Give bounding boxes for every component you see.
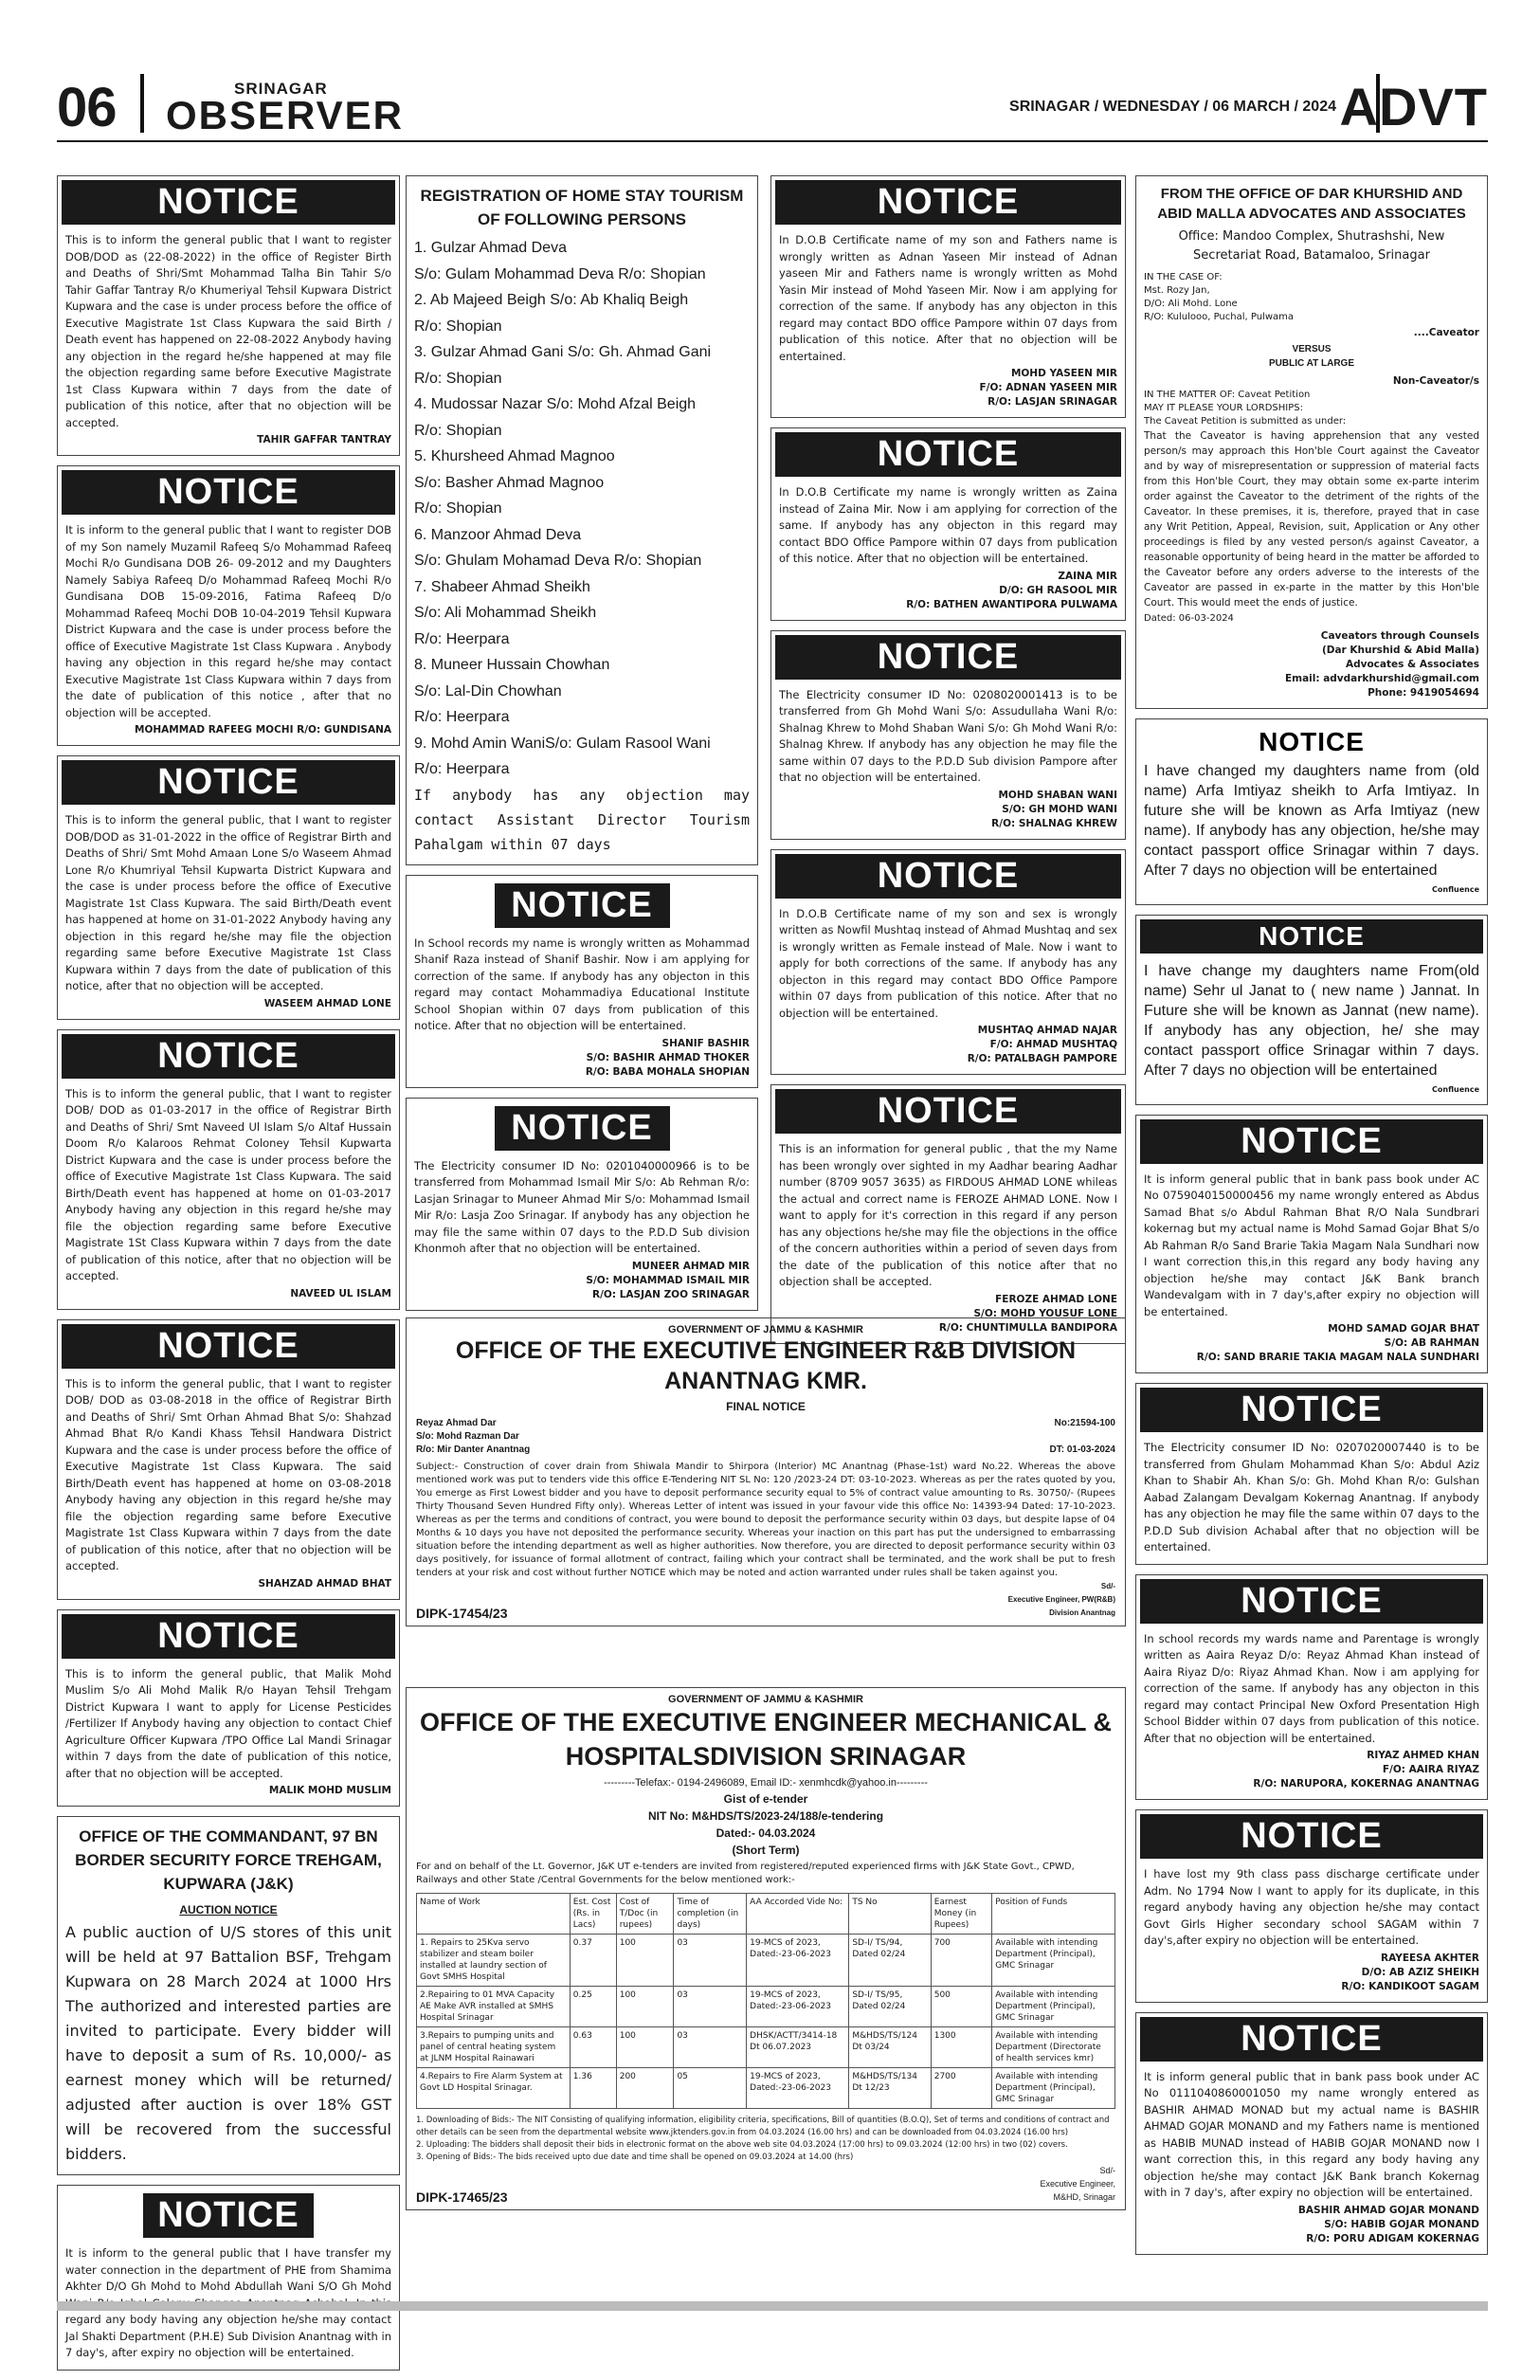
auction-subtitle: AUCTION NOTICE xyxy=(179,1903,278,1917)
list-item: R/o: Shopian xyxy=(414,422,502,439)
caveat-dated: Dated: 06-03-2024 xyxy=(1144,613,1234,624)
column-header: Name of Work xyxy=(417,1894,571,1935)
column-header: Cost of T/Doc (in rupees) xyxy=(616,1894,674,1935)
notice-body: This is an information for general public , that the my Name has been wrongly over sighted in my Aadhar bearing Aadhar number (8709 9057 3635) as FIRDOUS AHMAD LONE whileas the actual and correct name is FEROZE AHMAD LONE. Now I want to apply for it's correction in this regard if any person has any objections he/she may file the objections in the office of the concern authorities within a period of seven days from the date of the publication of this notice after that no objection shall be accepted. xyxy=(779,1142,1117,1288)
table-cell: 3.Repairs to pumping units and panel of central heating system at JLNM Hospital Rainawari xyxy=(417,2027,571,2068)
list-item: R/o: Heerpara xyxy=(414,709,510,725)
notice-box xyxy=(1135,1574,1488,1801)
list-item: 1. Gulzar Ahmad Deva xyxy=(414,240,567,256)
notice-body: This is to inform the general public, that I want to register DOB/ DOD as 03-08-2018 in the office of Registrar Birth and Deaths of Shri/ Smt Orhan Ahmad Bhat S/o: Shahzad Ahmad Bhat R/o Kandi Khass Tehsil Handwara District Kupwara and the case is under process before the office of Executive Magistrate 1st Class Kupwara. The said Birth/Death event has happened at home on 03-08-2018 Anybody having any objection in this regard he/she may file the objection regarding same before Executive Magistrate 1st Class Kupwara within 7 days from the date of publication of this notice, after that no objection will be accepted. xyxy=(65,1376,391,1572)
notice-title: NOTICE xyxy=(62,1034,395,1079)
rb-addressee: Reyaz Ahmad Dar S/o: Mohd Razman Dar R/o: Mir Danter Anantnag xyxy=(416,1418,531,1455)
column-4 xyxy=(1135,175,1488,2264)
page-header xyxy=(57,66,1488,142)
notice-title: NOTICE xyxy=(495,883,670,928)
notice-body: This is to inform the general public, that I want to register DOB/ DOD as 01-03-2017 in the office of Registrar Birth and Deaths of Shri/ Smt Naveed Ul Islam S/o Altaf Hussain Doom R/o Kalaroos Rehmat Coloney Tehsil Kupwarta District Kupwara and the case is under process before the office of Executive Magistrate 1st Class Kupwara. The said Birth/Death event has happened at home on 01-03-2017 Anybody having any objection in this regard he/she may file the objection regarding same before Executive Magistrate 1St Class Kupwara within 7 days from the date of publication of this notice, after that no objection will be accepted. xyxy=(65,1086,391,1282)
table-cell: 19-MCS of 2023, Dated:-23-06-2023 xyxy=(747,1987,849,2027)
notice-signature: MOHD YASEEN MIR F/O: ADNAN YASEEN MIR R/O: LASJAN SRINAGAR xyxy=(979,368,1117,408)
rb-body: Subject:- Construction of cover drain from Shiwala Mandir to Shirpora (Interior) MC Anantnag (Phase-1st) ward No.22. Whereas the above mentioned work was put to tenders vide this office E-Tendering NIT SL No: 120 /2023-24 DT: 03-10-2023. Whereas as per the rates quoted by you, You emerge as First Lowest bidder and you have to deposit performance security equal to 5% of contract value amounting to Rs. 30750/- (Rupees Thirty Thousand Seven Hundred Fifty only). Whereas Letter of intent was issued in your favour vide this office No: 14393-94 Dated: 17-10-2023. Whereas as per the terms and conditions of contract, you were bound to deposit the performance security within 03 days, but despite lapse of 04 Months & 10 days you have not deposited the performance security. Whereas your inaction on this part has put the undersigned to embarrassing situation before the intending department as well as higher authorities. Now therefore, you are directed to deposit performance security within 03 days positively, for issuance of formal allotment of contract, failing which your contract shall be terminated, and the work shall be put to fresh tenders at your risk and cost without further NOTICE which may be noted and action warranted under rules shall be taken against you. xyxy=(416,1462,1115,1578)
table-row xyxy=(417,1987,1115,2027)
notice-title: NOTICE xyxy=(1140,1388,1483,1432)
notice-signature: Confluence xyxy=(1432,884,1479,894)
notice-body: It is inform general public that in bank pass book under AC No 0759040150000456 my name wrongly entered as Abdus Samad Bhat s/o Abdul Rahman Bhat R/O Nala Sundbrari kokernag but my actual name is Mohd Samad Gojar Bhat S/o Ab Rahman R/o Sand Brarie Takia Magam Nala Sundhari now I want correction this,in this regard any body having any objection he/she may contact J&K Bank branch Wandevalgam with in 7 day's,after expiry no objection will be entertained. xyxy=(1144,1172,1479,1318)
auction-title: OFFICE OF THE COMMANDANT, 97 BN BORDER SECURITY FORCE TREHGAM, KUPWARA (J&K) xyxy=(75,1827,382,1893)
auction-body: A public auction of U/S stores of this unit will be held at 97 Battalion BSF, Trehgam Kupwara on 28 March 2024 at 1000 Hrs The authorized and interested parties are invited to participate. Every bidder will have to deposit a sum of Rs. 10,000/- as earnest money which will be returned/ adjusted after auction is over 18% GST will be recovered from the successful bidders. xyxy=(65,1923,391,2163)
notice-body: It is inform to the general public that I want to register DOB of my Son namely Muzamil Rafeeq S/o Mohammad Rafeeq Mochi R/o Gundisana DOB 26- 09-2012 and my Daughters Namely Sabiya Rafeeq D/o Mohammad Rafeeq Mochi R/o Gundisana DOB 15-09-2016, Fatima Rafeeq D/o Mohammad Rafeeq Mochi DOB 10-04-2019 Tehsil Kupwara District Kupwara and the case is under process before the office of Executive Magistrate 1st Class Kupwara . Anybody having any objection in this regard he/she may contact Executive Magistrate 1st Class Kupwara within 7 days from the date of publication of this notice , after that no objection will be accepted. xyxy=(65,523,391,719)
notice-title: NOTICE xyxy=(1140,2017,1483,2062)
rb-date: DT: 01-03-2024 xyxy=(1049,1444,1115,1455)
column-3 xyxy=(770,175,1126,1354)
mech-contact: ---------Telefax:- 0194-2496089, Email ID:- xenmhcdk@yahoo.in--------- xyxy=(604,1777,928,1789)
notice-box xyxy=(57,175,400,456)
notice-body: In School records my name is wrongly written as Mohammad Shanif Raza instead of Shanif Bashir. Now i am applying for correction of the same. If anybody has any objecton in this regard may contact Mohammadiya Educational Institute School Shopian within 07 days from publication of this notice. After that no objection will be entertained. xyxy=(414,936,750,1032)
auction-notice-box xyxy=(57,1816,400,2175)
mech-nit: NIT No: M&HDS/TS/2023-24/188/e-tendering xyxy=(647,1809,884,1823)
list-item: 9. Mohd Amin WaniS/o: Gulam Rasool Wani xyxy=(414,735,711,752)
footer-bar xyxy=(57,2301,1488,2311)
notice-body: In D.O.B Certificate name of my son and Fathers name is wrongly written as Adnan Yaseen Mir instead of Adnan yaseen Mir and Fathers name is wrongly written as Mohd Yasin Mir instead of Mohd Yaseen Mir. Now i am applying for correction of the same. If anybody has any objecton in this regard may contact BDO office Pampore within 07 days from publication of this notice. After that no objection will be entertained. xyxy=(779,233,1117,363)
table-cell: 700 xyxy=(931,1935,991,1987)
list-item: R/o: Heerpara xyxy=(414,630,510,647)
notice-signature: WASEEM AHMAD LONE xyxy=(263,997,391,1009)
notice-body: It is inform to the general public that I have transfer my water connection in the department of PHE from Shamima Akhter D/O Gh Mohd to Mohd Abdullah Wani S/O Gh Mohd regard any body having any objection he/she may contact Jal Shakti Department (P.H.E) Sub Division Anantnag with in 7 day's, after expiry no objection will be entertained. xyxy=(65,2246,391,2359)
notice-box xyxy=(1135,2012,1488,2255)
notice-title: NOTICE xyxy=(1140,1579,1483,1624)
notice-box xyxy=(770,427,1126,621)
notice-title: NOTICE xyxy=(62,180,395,225)
notice-body: The Electricity consumer ID No: 0207020007440 is to be transferred from Ghulam Mohammad Khan S/o: Abdul Aziz Khan to Shabir Ah. Khan S/o: Gh. Mohd Khan R/o: Gulshan Aabad Zalangam Devalgam Kokernag Anantnag. If anybody has any objection he may file the same within 07 days to the P.D.D Sub division Achabal after that no objection will be entertained. xyxy=(1144,1441,1479,1553)
notice-signature: MOHAMMAD RAFEEG MOCHI R/O: GUNDISANA xyxy=(135,724,391,736)
table-cell: DHSK/ACTT/3414-18 Dt 06.07.2023 xyxy=(747,2027,849,2068)
mech-footer xyxy=(416,2164,1115,2204)
rb-signature: Sd/- Executive Engineer, PW(R&B) Division Anantnag xyxy=(1007,1582,1115,1617)
list-item: S/o: Basher Ahmad Magnoo xyxy=(414,474,605,491)
table-row xyxy=(417,2027,1115,2068)
notice-title: NOTICE xyxy=(775,854,1121,899)
caveat-body: That the Caveator is having apprehension that any vested person/s may approach this Hon'ble Court against the Caveator and by way of misrepresentation or suppression of material facts from this Hon'ble Court, they may obtain some ex-parte interim order against the Caveator to the detriment of the rights of the Caveator. In these premises, it is, therefore, prayed that in case any Writ Petition, Appeal, Revision, suit, Application or Any other proceedings is filed by any vested person/s against Caveator, a reasonable opportunity of being heard in the matter be afforded to the Caveator before any orders adverse to the interests of the Caveator are passed in ex-parte in the matter by this Hon'ble Court. This would meet the ends of justice. xyxy=(1144,430,1479,609)
mech-signature: Sd/- Executive Engineer, M&HD, Srinagar xyxy=(1040,2166,1115,2202)
logo-title: OBSERVER xyxy=(166,93,404,137)
notice-title: NOTICE xyxy=(1140,919,1483,954)
notice-title: NOTICE xyxy=(775,432,1121,477)
homestay-list xyxy=(407,235,757,783)
mech-notes: 1. Downloading of Bids:- The NIT Consisting of qualifying information, eligibility criteria, specifications, Bill of quantities (B.O.Q), Set of terms and conditions of contract and other details can be seen from the departmental website www.jktenders.gov.in from 04.03.2024 (16.00 hrs) and can be downloaded from 04.03.2024 (16.00 hrs) 2. Uploading: The bidders shall deposit their bids in electronic format on the above web site 04.03.2024 (17:00 hrs) to 09.03.2024 (12:00 hrs) in two (02) covers. 3. Opening of Bids:- The bids received upto due date and time shall be opened on 09.03.2024 at 14.00 (hrs) xyxy=(416,2116,1110,2162)
table-cell: 500 xyxy=(931,1987,991,2027)
caveat-box xyxy=(1135,175,1488,709)
notice-box xyxy=(406,1098,758,1311)
notice-box xyxy=(1135,1383,1488,1565)
table-cell: 03 xyxy=(674,1935,747,1987)
mech-short: (Short Term) xyxy=(732,1844,800,1857)
homestay-footer: If anybody has any objection may contact Assistant Director Tourism Pahalgam within 07 days xyxy=(414,786,750,853)
table-row xyxy=(417,1935,1115,1987)
list-item: 7. Shabeer Ahmad Sheikh xyxy=(414,578,590,595)
caveat-caveator: ....Caveator xyxy=(1413,327,1479,338)
notice-box xyxy=(1135,915,1488,1105)
notice-body: This is to inform the general public that I want to register DOB/DOD as (22-08-2022) in the office of Register Birth and Deaths of Shri/Smt Mohammad Talha Bin Tahir S/o Tahir Gaffar Tantray R/o Khumeriyal Tehsil Kupwara District Kupwara and the case is under process before the office of Executive Magistrate 1st Class Kupwara the said Birth / Death event has happened on 22-08-2022 Anybody having any objection in the regard he/she happened at may file the objection regarding same before Executive Magistrate 1st Class Kupwara within 7 days from the date of publication of this notice, after that no objection will be accepted. xyxy=(65,233,391,429)
table-cell: 4.Repairs to Fire Alarm System at Govt LD Hospital Srinagar. xyxy=(417,2068,571,2109)
table-cell: SD-I/ TS/94, Dated 02/24 xyxy=(849,1935,931,1987)
mech-intro: For and on behalf of the Lt. Governor, J&K UT e-tenders are invited from registered/reputed experienced firms with J&K State Govt., CPWD, Railways and other State /Central Governments for the below mentioned work:- xyxy=(416,1862,1075,1885)
list-item: S/o: Gulam Mohammad Deva R/o: Shopian xyxy=(414,265,706,282)
table-cell: 0.37 xyxy=(570,1935,616,1987)
notice-signature: TAHIR GAFFAR TANTRAY xyxy=(257,434,391,445)
notice-signature: BASHIR AHMAD GOJAR MONAND S/O: HABIB GOJAR MONAND R/O: PORU ADIGAM KOKERNAG xyxy=(1297,2204,1479,2244)
rb-subtitle: FINAL NOTICE xyxy=(726,1400,806,1413)
table-cell: 100 xyxy=(616,2027,674,2068)
notice-box xyxy=(770,1084,1126,1344)
mech-dated: Dated:- 04.03.2024 xyxy=(716,1826,816,1840)
notice-signature: RAYEESA AKHTER D/O: AB AZIZ SHEIKH R/O: KANDIKOOT SAGAM xyxy=(1341,1952,1479,1992)
list-item: 3. Gulzar Ahmad Gani S/o: Gh. Ahmad Gani xyxy=(414,344,712,360)
list-item: R/o: Shopian xyxy=(414,318,502,335)
notice-body: The Electricity consumer ID No: 0208020001413 is to be transferred from Gh Mohd Wani S/o: Assudullaha Wani R/o: Shalnag Khrew to Mohd Shaban Wani S/o: Gh Mohd Wani R/o: Shalnag Khrew. If anybody has any objection he may file the same within 07 days to the P.D.D Sub division Pampore after that no objection will be entertained. xyxy=(779,687,1117,784)
table-cell: SD-I/ TS/95, Dated 02/24 xyxy=(849,1987,931,2027)
notice-title: NOTICE xyxy=(1140,1814,1483,1859)
table-cell: 1. Repairs to 25Kva servo stabilizer and steam boiler installed at laundry section of Govt SMHS Hospital xyxy=(417,1935,571,1987)
list-item: R/o: Heerpara xyxy=(414,761,510,777)
list-item: S/o: Lal-Din Chowhan xyxy=(414,682,562,699)
table-cell: 05 xyxy=(674,2068,747,2109)
notice-box xyxy=(1135,1809,1488,2003)
notice-box xyxy=(770,175,1126,418)
list-item: S/o: Ghulam Mohamad Deva R/o: Shopian xyxy=(414,553,702,569)
table-cell: 200 xyxy=(616,2068,674,2109)
notice-body: I have change my daughters name From(old name) Sehr ul Janat to ( new name ) Jannat. In Future she will be known as Jannat (new name). If anybody has any objection, he/ she may contact passport office Srinagar within 7 days. After 7 days no objection will be entertained xyxy=(1144,962,1479,1079)
notice-signature: FEROZE AHMAD LONE S/O: MOHD YOUSUF LONE R/O: CHUNTIMULLA BANDIPORA xyxy=(938,1293,1117,1334)
table-cell: 0.25 xyxy=(570,1987,616,2027)
list-item: 2. Ab Majeed Beigh S/o: Ab Khaliq Beigh xyxy=(414,292,689,308)
table-cell: 1.36 xyxy=(570,2068,616,2109)
caveat-public: PUBLIC AT LARGE xyxy=(1269,358,1354,369)
table-cell: 0.63 xyxy=(570,2027,616,2068)
notice-box xyxy=(57,465,400,746)
mech-title: OFFICE OF THE EXECUTIVE ENGINEER MECHANICAL & HOSPITALSDIVISION SRINAGAR xyxy=(419,1708,1113,1771)
list-item: 8. Muneer Hussain Chowhan xyxy=(414,657,610,673)
page-number: 06 xyxy=(57,77,117,138)
section-label: ADVT xyxy=(1339,77,1488,136)
notice-signature: MUSHTAQ AHMAD NAJAR F/O: AHMAD MUSHTAQ R/O: PATALBAGH PAMPORE xyxy=(967,1025,1117,1064)
table-cell: Available with intending Department (Principal), GMC Srinagar xyxy=(992,1987,1115,2027)
list-item: 5. Khursheed Ahmad Magnoo xyxy=(414,448,615,464)
table-cell: Available with intending Department (Principal), GMC Srinagar xyxy=(992,2068,1115,2109)
notice-body: It is inform general public that in bank pass book under AC No 0111040860001050 my name wrongly entered as BASHIR AHMAD MONAD but my actual name is BASHIR AHMAD GOJAR MONAND and my Fathers name is mentioned as HABIB MUNAD instead of HABIB GOJAR MONAND now I want correction this, in this regard any body having any objection he/she may contact J&K Bank branch Kokernag with in 7 day's, after expiry no objection will be entertained. xyxy=(1144,2069,1479,2199)
logo-city: SRINAGAR xyxy=(234,80,328,98)
notice-box xyxy=(770,849,1126,1076)
table-cell: 19-MCS of 2023, Dated:-23-06-2023 xyxy=(747,1935,849,1987)
tender-table xyxy=(416,1893,1115,2109)
mech-gov: GOVERNMENT OF JAMMU & KASHMIR xyxy=(668,1694,863,1705)
notice-box xyxy=(57,2185,400,2371)
notice-title: NOTICE xyxy=(1140,1119,1483,1164)
table-header-row xyxy=(417,1894,1115,1935)
notice-title: NOTICE xyxy=(775,1089,1121,1134)
table-cell: M&HDS/TS/134 Dt 12/23 xyxy=(849,2068,931,2109)
notice-box xyxy=(57,1029,400,1310)
list-item: S/o: Ali Mohammad Sheikh xyxy=(414,605,597,621)
rb-number: No:21594-100 xyxy=(1054,1418,1115,1428)
notice-box xyxy=(1135,1115,1488,1374)
column-header: TS No xyxy=(849,1894,931,1935)
notice-signature: MOHD SAMAD GOJAR BHAT S/O: AB RAHMAN R/O: SAND BRARIE TAKIA MAGAM NALA SUNDHARI xyxy=(1196,1323,1479,1363)
notice-body: This is to inform the general public, that I want to register DOB/DOD as 31-01-2022 in the office of Registrar Birth and Deaths of Shri/ Smt Mohd Amaan Lone S/o Waseem Ahmad Lone R/o Khumriyal Tehsil Kupwarta District Kupwara and the case is under process before the office of Executive Magistrate 1st Class Kupwara. The said Birth/Death event has happened at home on 31-01-2022 Anybody having any objection in this regard he/she may file the objection regarding same before Executive Magistrate 1st Class Kupwara within 7 days from the date of publication of this notice, after that no objection will be accepted. xyxy=(65,813,391,992)
notice-signature: MUNEER AHMAD MIR S/O: MOHAMMAD ISMAIL MIR R/O: LASJAN ZOO SRINAGAR xyxy=(586,1260,750,1300)
list-item: 4. Mudossar Nazar S/o: Mohd Afzal Beigh xyxy=(414,396,697,412)
column-2 xyxy=(406,175,758,1320)
mech-etender xyxy=(406,1687,1126,2210)
notice-body: In school records my wards name and Parentage is wrongly written as Aaira Reyaz D/o: Reyaz Ahmad Khan instead of Aaira Riyaz D/o: Riyaz Ahmad Khan. Now i am applying for correction of the same. If anybody has any objecton in this regard may contact Principal New Oxford Presentation High School Bidder within 07 days from publication of this notice. After that no objection will be entertained. xyxy=(1144,1631,1479,1745)
notice-body: The Electricity consumer ID No: 0201040000966 is to be transferred from Mohammad Ismail Mir S/o: Ab Rehman R/o: Lasjan Srinagar to Muneer Ahmad Mir S/o: Mohammad Ismail Mir R/o: Lasja Zoo Srinagar. If anybody has any objection he may file the same within 07 days to the P.D.D Sub division Khonmoh after that no objection will be entertained. xyxy=(414,1158,750,1255)
notice-signature: SHANIF BASHIR S/O: BASHIR AHMAD THOKER R/O: BABA MOHALA SHOPIAN xyxy=(585,1037,750,1078)
notice-body: This is to inform the general public, that Malik Mohd Muslim S/o Ali Mohd Malik R/o Hayan Tehsil Trehgam District Kupwara I want to apply for License Pesticides /Fertilizer If Anybody having any objection to contact Chief Agriculture Officer Kupwara /TPO Office Lal Mandi Srinagar within 7 days from the date of publication of this notice, after that no objection will be accepted. xyxy=(65,1666,391,1780)
table-cell: 19-MCS of 2023, Dated:-23-06-2023 xyxy=(747,2068,849,2109)
caveat-noncaveator: Non-Caveator/s xyxy=(1392,375,1479,387)
table-cell: M&HDS/TS/124 Dt 03/24 xyxy=(849,2027,931,2068)
notice-signature: SHAHZAD AHMAD BHAT xyxy=(258,1577,391,1590)
caveat-versus: VERSUS xyxy=(1292,344,1332,354)
notice-box xyxy=(57,755,400,1020)
caveat-case: IN THE CASE OF: Mst. Rozy Jan, D/O: Ali Mohd. Lone R/O: Kululooo, Puchal, Pulwama xyxy=(1144,272,1295,322)
rb-title: OFFICE OF THE EXECUTIVE ENGINEER R&B DIVISION ANANTNAG KMR. xyxy=(455,1337,1077,1394)
notice-title: NOTICE xyxy=(143,2193,314,2238)
column-1 xyxy=(57,175,400,2380)
rb-final-notice xyxy=(406,1317,1126,1626)
rb-gov: GOVERNMENT OF JAMMU & KASHMIR xyxy=(668,1324,863,1335)
table-cell: 2700 xyxy=(931,2068,991,2109)
column-header: Est. Cost (Rs. in Lacs) xyxy=(570,1894,616,1935)
newspaper-logo xyxy=(166,80,404,137)
notice-title: NOTICE xyxy=(495,1106,670,1151)
column-header: Time of completion (in days) xyxy=(674,1894,747,1935)
notice-body: In D.O.B Certificate my name is wrongly written as Zaina instead of Zaina Mir. Now i am applying for correction of the same. If anybody has any objecton in this regard may contact BDO Office Pampore within 07 days from publication of this notice. After that no objection will be entertained. xyxy=(779,485,1117,565)
table-cell: 1300 xyxy=(931,2027,991,2068)
table-cell: Available with intending Department (Principal), GMC Srinagar xyxy=(992,1935,1115,1987)
notice-signature: Confluence xyxy=(1432,1084,1479,1094)
notice-title: NOTICE xyxy=(775,635,1121,680)
notice-body: I have lost my 9th class pass discharge certificate under Adm. No 1794 Now I want to apply for its duplicate, in this regard anybody having any objection he/she may contact Govt Girls Higher secondary school SAGAM within 7 day's,after expiry no objection will be entertained. xyxy=(1144,1867,1479,1947)
rb-ref xyxy=(1050,1417,1115,1457)
rb-footer xyxy=(416,1580,1115,1620)
notice-signature: MOHD SHABAN WANI S/O: GH MOHD WANI R/O: SHALNAG KHREW xyxy=(991,789,1117,829)
table-cell: Available with intending Department (Directorate of health services kmr) xyxy=(992,2027,1115,2068)
notice-box xyxy=(770,630,1126,840)
list-item: 6. Manzoor Ahmad Deva xyxy=(414,526,582,543)
notice-title: NOTICE xyxy=(62,760,395,805)
notice-body: In D.O.B Certificate name of my son and sex is wrongly written as Nowfil Mushtaq instead of Ahmad Mushtaq and sex is wrongly written as Female instead of Male. Now i want to apply for both corrections of the same. If anybody has any objecton in this regard may contact BDO Office Pampore within 07 days from publication of this notice. After that no objection will be entertained. xyxy=(779,906,1117,1020)
notice-signature: NAVEED UL ISLAM xyxy=(290,1287,391,1299)
notice-signature: ZAINA MIR D/O: GH RASOOL MIR R/O: BATHEN AWANTIPORA PULWAMA xyxy=(906,570,1117,610)
mech-gist: Gist of e-tender xyxy=(723,1792,808,1806)
notice-title: NOTICE xyxy=(1259,726,1365,756)
notice-box xyxy=(1135,718,1488,905)
rb-dipk: DIPK-17454/23 xyxy=(416,1606,508,1621)
table-cell: 03 xyxy=(674,2027,747,2068)
table-row xyxy=(417,2068,1115,2109)
caveat-title: FROM THE OFFICE OF DAR KHURSHID AND ABID MALLA ADVOCATES AND ASSOCIATES xyxy=(1157,186,1466,222)
table-cell: 03 xyxy=(674,1987,747,2027)
notice-body: I have changed my daughters name from (old name) Arfa Imtiyaz sheikh to Arfa Imtiyaz. In future she will be known as Arfa Imtiyaz (new name). If anybody has any objection, he/she may contact passport office Srinagar within 7 days. After 7 days no objection will be entertained xyxy=(1144,762,1479,879)
column-header: Earnest Money (in Rupees) xyxy=(931,1894,991,1935)
table-cell: 100 xyxy=(616,1935,674,1987)
notice-title: NOTICE xyxy=(62,470,395,515)
table-cell: 2.Repairing to 01 MVA Capacity AE Make AVR installed at SMHS Hospital Srinagar xyxy=(417,1987,571,2027)
header-divider xyxy=(140,74,144,133)
notice-signature: RIYAZ AHMED KHAN F/O: AAIRA RIYAZ R/O: NARUPORA, KOKERNAG ANANTNAG xyxy=(1253,1750,1479,1790)
list-item: R/o: Shopian xyxy=(414,500,502,517)
column-header: AA Accorded Vide No: xyxy=(747,1894,849,1935)
column-header: Position of Funds xyxy=(992,1894,1115,1935)
homestay-title: REGISTRATION OF HOME STAY TOURISM OF FOLLOWING PERSONS xyxy=(420,187,744,228)
notice-box xyxy=(57,1319,400,1600)
notice-title: NOTICE xyxy=(62,1324,395,1369)
dateline: SRINAGAR / WEDNESDAY / 06 MARCH / 2024 xyxy=(1009,99,1336,115)
homestay-box xyxy=(406,175,758,865)
mech-dipk: DIPK-17465/23 xyxy=(416,2189,508,2205)
caveat-matter: IN THE MATTER OF: Caveat Petition MAY IT PLEASE YOUR LORDSHIPS: The Caveat Petition is submitted as under: xyxy=(1144,390,1347,427)
notice-box xyxy=(57,1609,400,1808)
list-item: R/o: Shopian xyxy=(414,370,502,387)
notice-box xyxy=(406,875,758,1088)
table-cell: 100 xyxy=(616,1987,674,2027)
caveat-office: Office: Mandoo Complex, Shutrashshi, New Secretariat Road, Batamaloo, Srinagar xyxy=(1178,229,1445,263)
notice-title: NOTICE xyxy=(62,1614,395,1659)
rb-address-row xyxy=(416,1417,1115,1457)
caveat-signature: Caveators through Counsels (Dar Khurshid & Abid Malla) Advocates & Associates Email: advdarkhurshid@gmail.com Phone: 9419054694 xyxy=(1284,629,1479,699)
notice-signature: MALIK MOHD MUSLIM xyxy=(268,1785,391,1796)
notice-title: NOTICE xyxy=(775,180,1121,225)
